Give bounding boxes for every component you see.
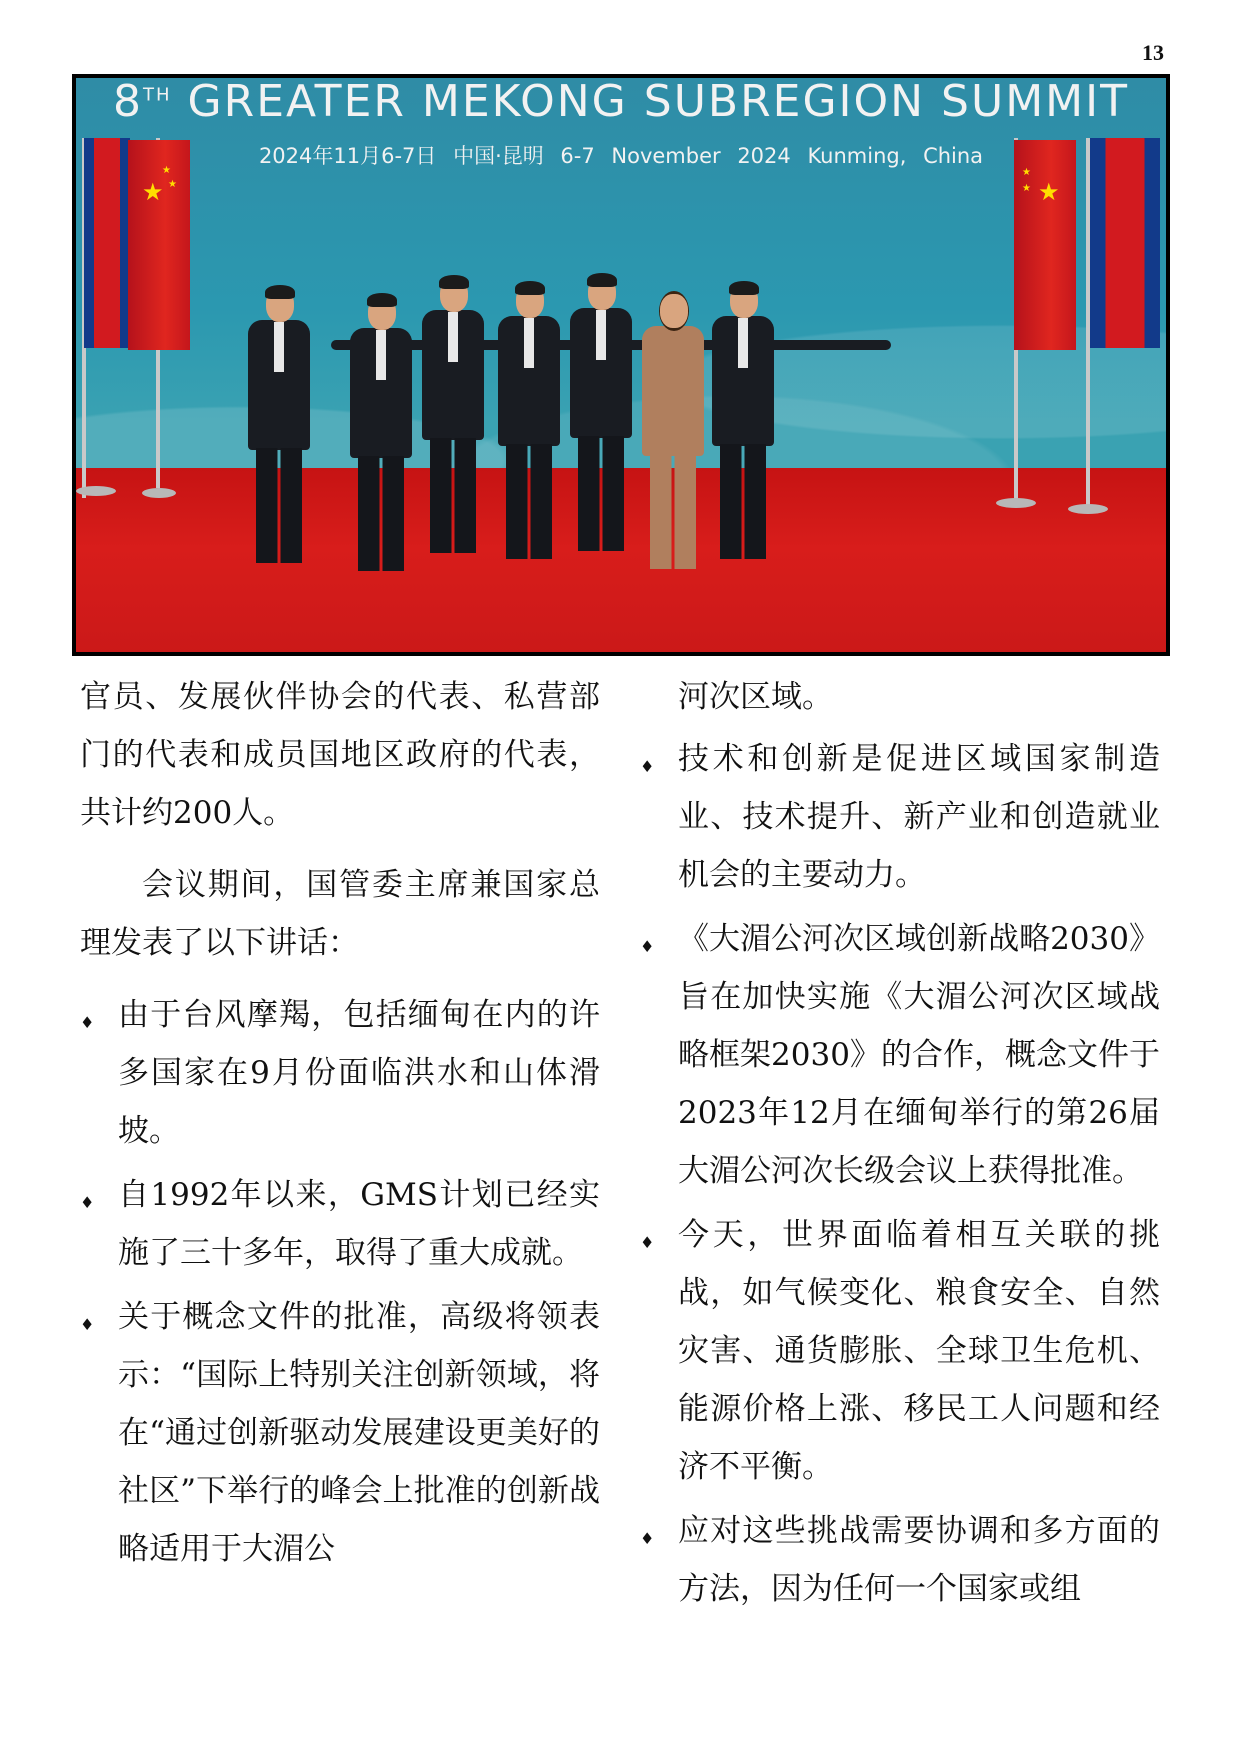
person-5: [564, 276, 638, 556]
banner-subtitle: 2024年11月6-7日 中国·昆明 6-7 November 2024 Kunming, China: [258, 144, 984, 168]
left-bullet-list: [80, 986, 600, 1578]
china-flag-icon: ★ ★ ★: [1014, 140, 1076, 350]
summit-photo: [72, 74, 1170, 656]
list-item: ♦ 由于台风摩羯，包括缅甸在内的许多国家在9月份面临洪水和山体滑坡。: [80, 986, 600, 1160]
list-item: ♦ 技术和创新是促进区域国家制造业、技术提升、新产业和创造就业机会的主要动力。: [640, 730, 1160, 904]
list-item: ♦ 《大湄公河次区域创新战略2030》旨在加快实施《大湄公河次区域战略框架2030》的合作，概念文件于2023年12月在缅甸举行的第26届大湄公河次长级会议上获得批准。: [640, 910, 1160, 1200]
diamond-bullet-icon: ♦: [640, 1529, 655, 1548]
diamond-bullet-icon: ♦: [80, 1013, 95, 1032]
person-1: [242, 288, 316, 568]
banner-title: 8TH GREATER MEKONG SUBREGION SUMMIT: [113, 76, 1129, 127]
intro-paragraph: 官员、发展伙伴协会的代表、私营部门的代表和成员国地区政府的代表，共计约200人。: [80, 679, 600, 831]
cambodia-flag-icon: [84, 138, 130, 348]
diamond-bullet-icon: ♦: [80, 1193, 95, 1212]
right-column: [640, 668, 1160, 1624]
person-6: [636, 294, 710, 574]
person-7: [706, 284, 780, 564]
person-3: [416, 278, 490, 558]
diamond-bullet-icon: ♦: [640, 937, 655, 956]
list-item: ♦ 今天，世界面临着相互关联的挑战，如气候变化、粮食安全、自然灾害、通货膨胀、全球卫生危机、能源价格上涨、移民工人问题和经济不平衡。: [640, 1206, 1160, 1496]
person-2: [344, 296, 418, 576]
continuation-text: 河次区域。: [678, 679, 833, 715]
diamond-bullet-icon: ♦: [80, 1315, 95, 1334]
diamond-bullet-icon: ♦: [640, 757, 655, 776]
right-bullet-list: [640, 730, 1160, 1618]
speech-intro-paragraph: 会议期间，国管委主席兼国家总理发表了以下讲话：: [80, 867, 600, 961]
page-number: 13: [1142, 40, 1164, 65]
list-item: ♦ 关于概念文件的批准，高级将领表示：“国际上特别关注创新领域，将在“通过创新驱动发展建设更美好的社区”下举行的峰会上批准的创新战略适用于大湄公: [80, 1288, 600, 1578]
list-item: ♦ 应对这些挑战需要协调和多方面的方法，因为任何一个国家或组: [640, 1502, 1160, 1618]
person-4: [492, 284, 566, 564]
cambodia-flag-icon: [1090, 138, 1160, 348]
list-item: ♦ 自1992年以来，GMS计划已经实施了三十多年，取得了重大成就。: [80, 1166, 600, 1282]
left-column: [80, 668, 600, 1584]
china-flag-icon: ★ ★ ★: [128, 140, 190, 350]
diamond-bullet-icon: ♦: [640, 1233, 655, 1252]
